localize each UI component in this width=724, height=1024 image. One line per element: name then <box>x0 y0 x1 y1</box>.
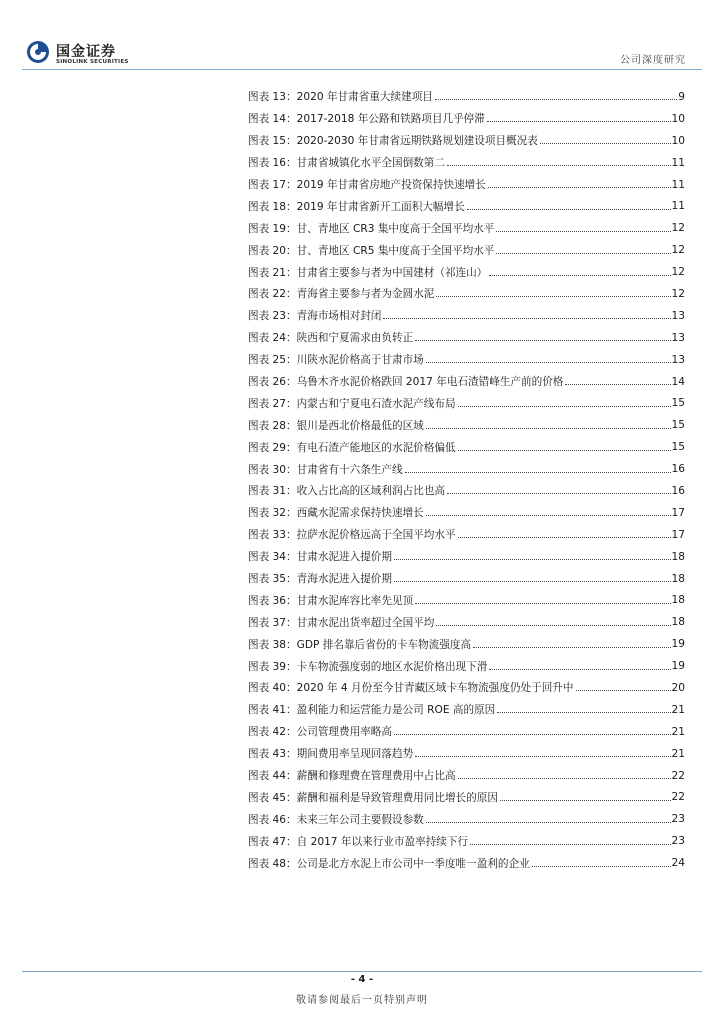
toc-entry-page: 12 <box>671 287 685 300</box>
toc-dot-leader <box>467 209 671 210</box>
toc-entry-page: 14 <box>671 375 685 388</box>
toc-entry[interactable] <box>248 305 685 327</box>
page-number: - 4 - <box>350 974 374 985</box>
toc-entry-page: 16 <box>671 463 685 476</box>
toc-entry-title: 图表 42：公司管理费用率略高 <box>248 726 392 739</box>
toc-entry-page: 23 <box>671 813 685 826</box>
toc-entry[interactable] <box>248 371 685 393</box>
toc-entry-page: 17 <box>671 528 685 541</box>
toc-dot-leader <box>487 121 671 122</box>
toc-entry-page: 22 <box>671 791 685 804</box>
toc-entry[interactable] <box>248 217 685 239</box>
toc-entry-page: 17 <box>671 506 685 519</box>
toc-entry-page: 21 <box>671 703 685 716</box>
toc-entry[interactable] <box>248 152 685 174</box>
toc-dot-leader <box>576 690 671 691</box>
toc-dot-leader <box>447 493 671 494</box>
toc-dot-leader <box>470 844 670 845</box>
toc-dot-leader <box>415 340 670 341</box>
toc-dot-leader <box>436 296 670 297</box>
toc-entry[interactable] <box>248 436 685 458</box>
toc-dot-leader <box>473 647 670 648</box>
toc-dot-leader <box>497 712 670 713</box>
toc-entry-page: 18 <box>671 594 685 607</box>
toc-dot-leader <box>458 537 671 538</box>
toc-entry-title: 图表 29：有电石渣产能地区的水泥价格偏低 <box>248 441 456 454</box>
toc-entry-title: 图表 41：盈利能力和运营能力是公司 ROE 高的原因 <box>248 704 496 717</box>
toc-dot-leader <box>496 231 670 232</box>
toc-dot-leader <box>426 428 671 429</box>
toc-entry-title: 图表 46：未来三年公司主要假设参数 <box>248 813 424 826</box>
toc-entry-title: 图表 28：银川是西北价格最低的区域 <box>248 419 424 432</box>
disclaimer-note: 敬请参阅最后一页特别声明 <box>296 995 428 1006</box>
toc-entry-title: 图表 44：薪酬和修理费在管理费用中占比高 <box>248 770 456 783</box>
toc-entry-page: 20 <box>671 681 685 694</box>
toc-entry-page: 19 <box>671 660 685 673</box>
toc-entry[interactable] <box>248 414 685 436</box>
toc-entry[interactable] <box>248 349 685 371</box>
toc-dot-leader <box>447 165 671 166</box>
toc-entry[interactable] <box>248 633 685 655</box>
toc-entry[interactable] <box>248 239 685 261</box>
document-type-label: 公司深度研究 <box>620 55 686 66</box>
toc-entry-page: 11 <box>671 178 685 191</box>
toc-entry-title: 图表 39：卡车物流强度弱的地区水泥价格出现下滑 <box>248 660 488 673</box>
toc-entry-page: 12 <box>671 244 685 257</box>
toc-dot-leader <box>532 866 671 867</box>
toc-entry-page: 10 <box>671 134 685 147</box>
toc-dot-leader <box>540 143 671 144</box>
toc-entry-title: 图表 35：青海水泥进入提价期 <box>248 573 392 586</box>
toc-dot-leader <box>426 515 671 516</box>
toc-entry-page: 18 <box>671 550 685 563</box>
toc-entry[interactable] <box>248 108 685 130</box>
toc-dot-leader <box>436 625 670 626</box>
figure-list <box>248 86 685 874</box>
toc-entry[interactable] <box>248 392 685 414</box>
toc-entry[interactable] <box>248 699 685 721</box>
toc-entry[interactable] <box>248 546 685 568</box>
toc-entry-title: 图表 38：GDP 排名靠后省份的卡车物流强度高 <box>248 638 472 651</box>
sinolink-logo-icon <box>26 40 50 64</box>
toc-entry-title: 图表 47：自 2017 年以来行业市盈率持续下行 <box>248 835 469 848</box>
toc-dot-leader <box>435 99 677 100</box>
toc-entry-title: 图表 19：甘、青地区 CR3 集中度高于全国平均水平 <box>248 222 495 235</box>
toc-entry[interactable] <box>248 743 685 765</box>
toc-dot-leader <box>458 778 671 779</box>
footer-divider <box>22 971 702 972</box>
toc-entry[interactable] <box>248 130 685 152</box>
toc-entry-title: 图表 15：2020-2030 年甘肃省远期铁路规划建设项目概况表 <box>248 135 538 148</box>
toc-entry-title: 图表 43：期间费用率呈现回落趋势 <box>248 748 414 761</box>
toc-entry[interactable] <box>248 852 685 874</box>
toc-dot-leader <box>488 187 671 188</box>
toc-entry-title: 图表 37：甘肃水泥出货率超过全国平均 <box>248 616 435 629</box>
toc-dot-leader <box>426 362 671 363</box>
logo-chinese-name: 国金证券 <box>56 44 116 60</box>
toc-dot-leader <box>394 734 671 735</box>
toc-dot-leader <box>426 822 671 823</box>
toc-entry[interactable] <box>248 174 685 196</box>
toc-entry-page: 9 <box>678 90 685 103</box>
toc-entry-page: 18 <box>671 616 685 629</box>
toc-entry[interactable] <box>248 677 685 699</box>
toc-entry[interactable] <box>248 195 685 217</box>
toc-dot-leader <box>565 384 670 385</box>
toc-entry[interactable] <box>248 568 685 590</box>
toc-entry-title: 图表 24：陕西和宁夏需求由负转正 <box>248 332 414 345</box>
toc-dot-leader <box>489 669 670 670</box>
toc-dot-leader <box>458 406 671 407</box>
toc-entry[interactable] <box>248 327 685 349</box>
toc-dot-leader <box>489 275 670 276</box>
page-header <box>0 0 724 72</box>
toc-entry-title: 图表 21：甘肃省主要参与者为中国建材（祁连山） <box>248 266 488 279</box>
toc-dot-leader <box>458 450 671 451</box>
toc-entry-title: 图表 17：2019 年甘肃省房地产投资保持快速增长 <box>248 179 486 191</box>
toc-entry-page: 15 <box>671 397 685 410</box>
toc-entry-page: 12 <box>671 266 685 279</box>
toc-entry[interactable] <box>248 655 685 677</box>
toc-entry-title: 图表 27：内蒙古和宁夏电石渣水泥产线布局 <box>248 397 456 410</box>
toc-dot-leader <box>394 581 671 582</box>
toc-dot-leader <box>500 800 671 801</box>
toc-entry-page: 15 <box>671 419 685 432</box>
toc-dot-leader <box>383 318 670 319</box>
toc-entry-page: 21 <box>671 725 685 738</box>
toc-entry-title: 图表 18：2019 年甘肃省新开工面积大幅增长 <box>248 200 465 213</box>
toc-entry-page: 11 <box>671 200 685 213</box>
toc-entry-page: 18 <box>671 572 685 585</box>
toc-entry-page: 16 <box>671 484 685 497</box>
toc-entry-title: 图表 13：2020 年甘肃省重大续建项目 <box>248 91 433 104</box>
toc-entry-title: 图表 22：青海省主要参与者为金圆水泥 <box>248 288 435 301</box>
toc-entry[interactable] <box>248 502 685 524</box>
toc-entry-title: 图表 25：川陕水泥价格高于甘肃市场 <box>248 354 424 367</box>
toc-entry[interactable] <box>248 283 685 305</box>
toc-dot-leader <box>394 559 671 560</box>
toc-entry-title: 图表 26：乌鲁木齐水泥价格跌回 2017 年电石渣错峰生产前的价格 <box>248 376 564 389</box>
toc-entry-title: 图表 31：收入占比高的区域利润占比也高 <box>248 485 445 498</box>
toc-entry[interactable] <box>248 480 685 502</box>
toc-entry-title: 图表 36：甘肃水泥库容比率先见顶 <box>248 594 414 607</box>
toc-entry[interactable] <box>248 458 685 480</box>
toc-dot-leader <box>496 253 670 254</box>
toc-entry-title: 图表 30：甘肃省有十六条生产线 <box>248 463 403 476</box>
toc-entry[interactable] <box>248 589 685 611</box>
toc-entry[interactable] <box>248 808 685 830</box>
toc-entry-title: 图表 34：甘肃水泥进入提价期 <box>248 551 392 564</box>
toc-entry-page: 23 <box>671 835 685 848</box>
toc-dot-leader <box>405 472 671 473</box>
toc-entry-title: 图表 40：2020 年 4 月份至今甘青藏区域卡车物流强度仍处于回升中 <box>248 682 574 695</box>
toc-entry-page: 13 <box>671 309 685 322</box>
toc-entry-title: 图表 48：公司是北方水泥上市公司中一季度唯一盈利的企业 <box>248 857 530 870</box>
toc-entry[interactable] <box>248 86 685 108</box>
toc-entry-page: 12 <box>671 222 685 235</box>
toc-entry-page: 13 <box>671 353 685 366</box>
toc-entry-title: 图表 16：甘肃省城镇化水平全国倒数第二 <box>248 157 445 170</box>
toc-entry[interactable] <box>248 524 685 546</box>
toc-entry[interactable] <box>248 261 685 283</box>
company-logo <box>26 40 136 68</box>
toc-entry-title: 图表 14：2017-2018 年公路和铁路项目几乎停滞 <box>248 113 485 126</box>
toc-entry-page: 21 <box>671 747 685 760</box>
toc-entry-title: 图表 32：西藏水泥需求保持快速增长 <box>248 507 424 520</box>
toc-entry[interactable] <box>248 765 685 787</box>
toc-entry[interactable] <box>248 830 685 852</box>
toc-dot-leader <box>415 756 670 757</box>
toc-entry-page: 22 <box>671 769 685 782</box>
header-divider <box>22 69 702 70</box>
toc-entry-title: 图表 23：青海市场相对封闭 <box>248 310 382 323</box>
toc-entry[interactable] <box>248 787 685 809</box>
toc-entry[interactable] <box>248 721 685 743</box>
toc-entry-page: 13 <box>671 331 685 344</box>
toc-entry-title: 图表 45：薪酬和福利是导致管理费用同比增长的原因 <box>248 791 498 804</box>
toc-entry-title: 图表 33：拉萨水泥价格远高于全国平均水平 <box>248 529 456 542</box>
toc-entry-page: 24 <box>671 857 685 870</box>
toc-entry[interactable] <box>248 611 685 633</box>
logo-english-name: SINOLINK SECURITIES <box>56 59 129 65</box>
toc-entry-page: 10 <box>671 112 685 125</box>
toc-entry-page: 15 <box>671 441 685 454</box>
toc-entry-page: 11 <box>671 156 685 169</box>
toc-entry-title: 图表 20：甘、青地区 CR5 集中度高于全国平均水平 <box>248 244 495 257</box>
toc-dot-leader <box>415 603 670 604</box>
toc-entry-page: 19 <box>671 638 685 651</box>
